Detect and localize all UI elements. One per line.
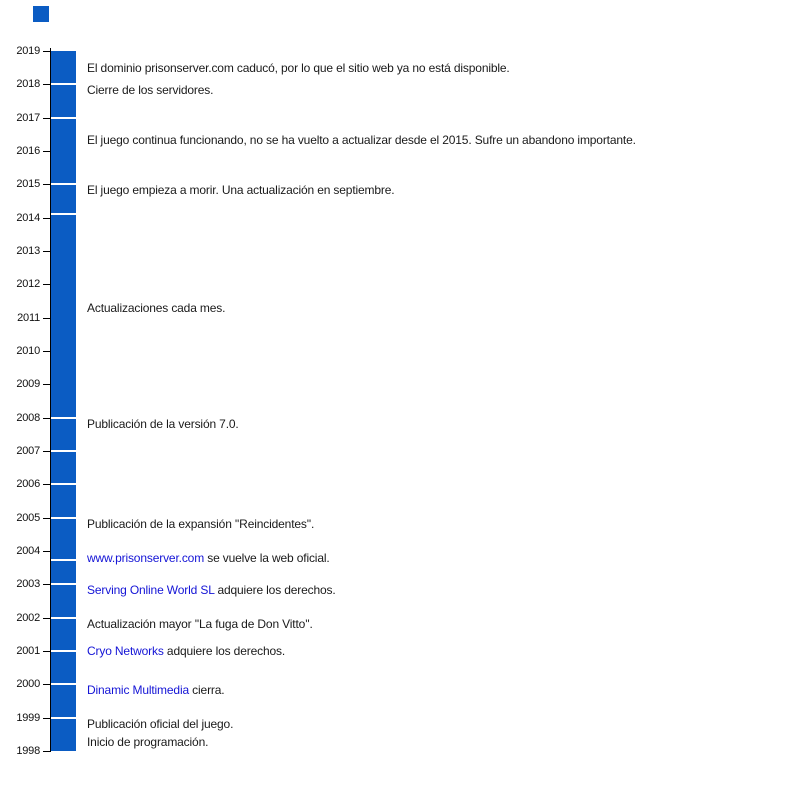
segment-separator	[51, 417, 76, 419]
year-tick	[43, 184, 50, 185]
year-tick-label: 2004	[16, 545, 40, 557]
event-text: El juego continua funcionando, no se ha vuelto a actualizar desde el 2015. Sufre un abandono importante.	[87, 133, 636, 147]
year-tick-label: 2009	[16, 378, 40, 390]
event-annotation	[87, 183, 394, 197]
event-annotation	[87, 83, 213, 97]
year-tick	[43, 751, 50, 752]
year-tick-label: 2013	[16, 245, 40, 257]
year-tick-label: 2002	[16, 612, 40, 624]
event-annotation	[87, 517, 314, 531]
event-text: se vuelve la web oficial.	[204, 551, 330, 565]
segment-separator	[51, 717, 76, 719]
year-tick-label: 1999	[16, 712, 40, 724]
year-tick-label: 2016	[16, 145, 40, 157]
year-tick-label: 2005	[16, 512, 40, 524]
segment-separator	[51, 583, 76, 585]
year-tick-label: 2003	[16, 578, 40, 590]
year-tick-label: 2015	[16, 178, 40, 190]
event-annotation	[87, 683, 224, 697]
event-link[interactable]: Cryo Networks	[87, 644, 164, 658]
event-annotation	[87, 735, 208, 749]
year-tick-label: 2000	[16, 678, 40, 690]
year-tick-label: 2018	[16, 78, 40, 90]
event-text: El dominio prisonserver.com caducó, por lo que el sitio web ya no está disponible.	[87, 61, 510, 75]
event-annotation	[87, 61, 510, 75]
segment-separator	[51, 617, 76, 619]
segment-separator	[51, 517, 76, 519]
event-text: Actualización mayor ''La fuga de Don Vitto''.	[87, 617, 313, 631]
year-tick	[43, 718, 50, 719]
year-tick	[43, 651, 50, 652]
event-link[interactable]: www.prisonserver.com	[87, 551, 205, 565]
event-text: Cierre de los servidores.	[87, 83, 214, 97]
segment-separator	[51, 183, 76, 185]
segment-separator	[51, 83, 76, 85]
event-annotation	[87, 644, 285, 658]
segment-separator	[51, 559, 76, 561]
segment-separator	[51, 450, 76, 452]
year-tick	[43, 118, 50, 119]
event-annotation	[87, 417, 239, 431]
event-text: Actualizaciones cada mes.	[87, 301, 226, 315]
year-tick-label: 1998	[16, 745, 40, 757]
year-tick	[43, 618, 50, 619]
year-tick	[43, 51, 50, 52]
event-text: Publicación oficial del juego.	[87, 717, 234, 731]
segment-separator	[51, 117, 76, 119]
event-text: Publicación de la expansión ''Reincidentes''.	[87, 517, 315, 531]
event-text: El juego empieza a morir. Una actualización en septiembre.	[87, 183, 395, 197]
year-tick	[43, 384, 50, 385]
year-tick-label: 2007	[16, 445, 40, 457]
event-annotation	[87, 551, 330, 565]
event-annotation	[87, 133, 636, 147]
year-tick	[43, 518, 50, 519]
year-tick-label: 2001	[16, 645, 40, 657]
year-tick-label: 2014	[16, 212, 40, 224]
event-text: adquiere los derechos.	[163, 644, 286, 658]
year-tick	[43, 551, 50, 552]
event-text: Publicación de la versión 7.0.	[87, 417, 239, 431]
event-annotation	[87, 583, 336, 597]
year-tick	[43, 418, 50, 419]
timeline-bar	[51, 51, 76, 751]
year-tick	[43, 151, 50, 152]
year-tick	[43, 218, 50, 219]
year-tick-label: 2011	[17, 312, 40, 324]
year-tick	[43, 484, 50, 485]
event-annotation	[87, 301, 225, 315]
year-tick	[43, 351, 50, 352]
year-tick	[43, 284, 50, 285]
event-text: adquiere los derechos.	[214, 583, 336, 597]
event-link[interactable]: Dinamic Multimedia	[87, 683, 189, 697]
year-tick	[43, 251, 50, 252]
event-annotation	[87, 617, 313, 631]
year-tick	[43, 584, 50, 585]
year-tick-label: 2017	[16, 112, 40, 124]
segment-separator	[51, 483, 76, 485]
year-tick-label: 2019	[16, 45, 40, 57]
event-text: Inicio de programación.	[87, 735, 209, 749]
year-tick-label: 2012	[16, 278, 40, 290]
year-tick	[43, 318, 50, 319]
event-link[interactable]: Serving Online World SL	[87, 583, 215, 597]
year-tick-label: 2010	[16, 345, 40, 357]
year-tick	[43, 684, 50, 685]
segment-separator	[51, 650, 76, 652]
year-tick-label: 2008	[16, 412, 40, 424]
timeline-legend-swatch	[33, 6, 49, 22]
event-text: cierra.	[189, 683, 225, 697]
year-tick	[43, 84, 50, 85]
year-tick	[43, 451, 50, 452]
event-annotation	[87, 717, 233, 731]
segment-separator	[51, 213, 76, 215]
segment-separator	[51, 683, 76, 685]
year-tick-label: 2006	[16, 478, 40, 490]
